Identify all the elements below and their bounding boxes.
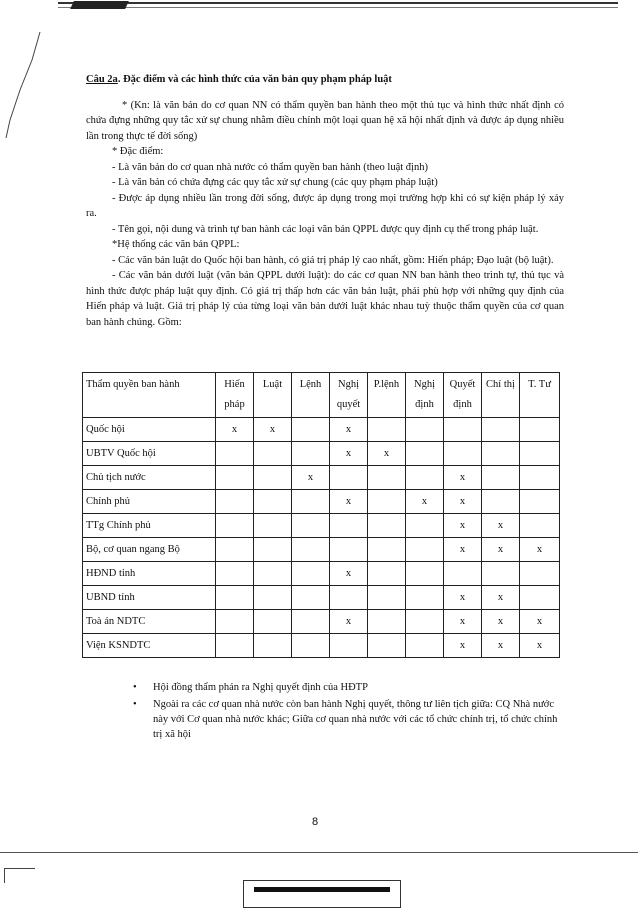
mark-cell [482, 442, 520, 466]
authority-cell: Chính phủ [83, 490, 216, 514]
definition-paragraph: * (Kn: là văn bản do cơ quan NN có thẩm quyền ban hành theo một thủ tục và hình thức nhất định có chứa đựng những quy tắc xử sự chung nhằm điều chỉnh một loại quan hệ xã hội nhất định và được áp dụng nhiều lần trong thực tế đời sống) [86, 99, 564, 142]
mark-cell [254, 490, 292, 514]
mark-cell: x [520, 634, 560, 658]
mark-cell [330, 586, 368, 610]
mark-cell: x [330, 562, 368, 586]
table-row [83, 490, 560, 514]
mark-cell [254, 514, 292, 538]
mark-cell: x [520, 610, 560, 634]
mark-cell [216, 586, 254, 610]
mark-cell [520, 514, 560, 538]
mark-cell [216, 466, 254, 490]
mark-cell [216, 442, 254, 466]
mark-cell [330, 634, 368, 658]
mark-cell [406, 442, 444, 466]
mark-cell [292, 514, 330, 538]
mark-cell [368, 610, 406, 634]
mark-cell [368, 538, 406, 562]
mark-cell [482, 466, 520, 490]
mark-cell: x [444, 586, 482, 610]
feature-item: - Là văn bản có chứa đựng các quy tắc xử sự chung (các quy phạm pháp luật) [112, 177, 438, 188]
mark-cell: x [444, 466, 482, 490]
mark-cell [368, 586, 406, 610]
mark-cell [292, 490, 330, 514]
mark-cell: x [444, 514, 482, 538]
mark-cell [254, 442, 292, 466]
mark-cell [406, 634, 444, 658]
authority-cell: Viện KSNDTC [83, 634, 216, 658]
mark-cell [330, 466, 368, 490]
mark-cell [368, 490, 406, 514]
mark-cell [254, 562, 292, 586]
mark-cell [330, 514, 368, 538]
mark-cell: x [482, 514, 520, 538]
table-row [83, 586, 560, 610]
mark-cell [406, 466, 444, 490]
list-item: • Hội đồng thẩm phán ra Nghị quyết định của HĐTP [145, 680, 563, 695]
mark-cell: x [444, 610, 482, 634]
mark-cell [254, 634, 292, 658]
section-heading [86, 72, 564, 88]
mark-cell [368, 466, 406, 490]
mark-cell [482, 490, 520, 514]
mark-cell [368, 634, 406, 658]
mark-cell [520, 490, 560, 514]
mark-cell: x [330, 442, 368, 466]
mark-cell: x [444, 538, 482, 562]
column-header: Nghị định [406, 373, 444, 418]
table-row [83, 610, 560, 634]
mark-cell [520, 418, 560, 442]
document-body [86, 72, 564, 330]
column-header: Quyết định [444, 373, 482, 418]
notes-list [145, 680, 563, 744]
mark-cell: x [368, 442, 406, 466]
mark-cell [444, 562, 482, 586]
mark-cell [406, 418, 444, 442]
authority-cell: UBND tỉnh [83, 586, 216, 610]
table-row [83, 634, 560, 658]
authority-cell: Chủ tịch nước [83, 466, 216, 490]
margin-scan-line [2, 30, 42, 140]
mark-cell: x [482, 634, 520, 658]
column-header: Lệnh [292, 373, 330, 418]
mark-cell [292, 418, 330, 442]
heading-title: . Đặc điểm và các hình thức của văn bản quy phạm pháp luật [117, 74, 392, 85]
mark-cell: x [406, 490, 444, 514]
mark-cell [292, 538, 330, 562]
system-item: - Các văn bản dưới luật (văn bản QPPL dưới luật): do các cơ quan NN ban hành theo trình tự, thủ tục và hình thức được pháp luật quy định. Có giá trị thấp hơn các văn bản luật, phải phù hợp với những quy định của Hiến pháp và luật. Giá trị pháp lý của từng loại văn bản dưới luật khác nhau tuỳ thuộc thẩm quyền của cơ quan ban hành chúng. Gồm: [86, 270, 564, 328]
mark-cell: x [444, 634, 482, 658]
mark-cell [368, 562, 406, 586]
authority-cell: Quốc hội [83, 418, 216, 442]
mark-cell [520, 586, 560, 610]
mark-cell [520, 466, 560, 490]
scan-artifact-box [243, 880, 401, 908]
mark-cell [482, 418, 520, 442]
mark-cell [520, 562, 560, 586]
mark-cell [292, 562, 330, 586]
feature-item: - Được áp dụng nhiều lần trong đời sống, được áp dụng trong mọi trường hợp khi có sự kiện pháp lý xảy ra. [86, 192, 564, 219]
column-header: Luật [254, 373, 292, 418]
mark-cell [368, 514, 406, 538]
mark-cell [216, 490, 254, 514]
list-item: • Ngoài ra các cơ quan nhà nước còn ban hành Nghị quyết, thông tư liên tịch giữa: CQ Nhà nước này với Cơ quan nhà nước khác; Giữa cơ quan nhà nước với các tổ chức chính trị, tổ chức chính trị xã hội [145, 697, 563, 742]
mark-cell [254, 466, 292, 490]
feature-item: - Là văn bản do cơ quan nhà nước có thẩm quyền ban hành (theo luật định) [112, 161, 428, 173]
authority-cell: UBTV Quốc hội [83, 442, 216, 466]
mark-cell [406, 586, 444, 610]
table-row [83, 562, 560, 586]
mark-cell: x [254, 418, 292, 442]
heading-label: Câu 2a [86, 74, 118, 85]
mark-cell: x [482, 538, 520, 562]
mark-cell: x [520, 538, 560, 562]
system-item: - Các văn bản luật do Quốc hội ban hành, có giá trị pháp lý cao nhất, gồm: Hiến pháp; Đạo luật (bộ luật). [112, 254, 554, 266]
mark-cell: x [292, 466, 330, 490]
mark-cell [216, 538, 254, 562]
feature-item: - Tên gọi, nội dung và trình tự ban hành các loại văn bản QPPL được quy định cụ thể trong pháp luật. [112, 223, 539, 235]
table-row [83, 442, 560, 466]
column-header: P.lệnh [368, 373, 406, 418]
mark-cell [520, 442, 560, 466]
mark-cell [216, 514, 254, 538]
table-row [83, 514, 560, 538]
mark-cell [254, 538, 292, 562]
authority-cell: Toà án NDTC [83, 610, 216, 634]
column-header: Nghị quyết [330, 373, 368, 418]
column-header: Chỉ thị [482, 373, 520, 418]
table-body [83, 418, 560, 658]
scan-artifact-bottom-line [0, 852, 638, 853]
mark-cell [406, 514, 444, 538]
authority-cell: Bộ, cơ quan ngang Bộ [83, 538, 216, 562]
column-header: Thẩm quyền ban hành [83, 373, 216, 418]
mark-cell: x [330, 490, 368, 514]
authority-cell: TTg Chính phủ [83, 514, 216, 538]
mark-cell: x [330, 610, 368, 634]
mark-cell [406, 538, 444, 562]
authority-cell: HĐND tỉnh [83, 562, 216, 586]
mark-cell: x [482, 586, 520, 610]
table-row [83, 418, 560, 442]
system-heading: *Hệ thống các văn bản QPPL: [112, 239, 240, 250]
scan-artifact-corner [4, 868, 35, 883]
mark-cell [292, 610, 330, 634]
mark-cell [216, 634, 254, 658]
table-row [83, 466, 560, 490]
column-header: Hiến pháp [216, 373, 254, 418]
mark-cell [254, 586, 292, 610]
table-row [83, 538, 560, 562]
mark-cell [406, 610, 444, 634]
mark-cell [254, 610, 292, 634]
table-header-row [83, 373, 560, 418]
authority-table [82, 372, 560, 658]
mark-cell: x [482, 610, 520, 634]
mark-cell [444, 418, 482, 442]
mark-cell: x [330, 418, 368, 442]
mark-cell [292, 442, 330, 466]
mark-cell [406, 562, 444, 586]
mark-cell: x [444, 490, 482, 514]
mark-cell [444, 442, 482, 466]
mark-cell [216, 562, 254, 586]
mark-cell [368, 418, 406, 442]
page-number: 8 [312, 816, 319, 828]
mark-cell [292, 634, 330, 658]
features-heading: * Đặc điểm: [112, 146, 164, 157]
mark-cell: x [216, 418, 254, 442]
scan-artifact-top [0, 0, 638, 14]
mark-cell [292, 586, 330, 610]
column-header: T. Tư [520, 373, 560, 418]
mark-cell [482, 562, 520, 586]
mark-cell [330, 538, 368, 562]
mark-cell [216, 610, 254, 634]
